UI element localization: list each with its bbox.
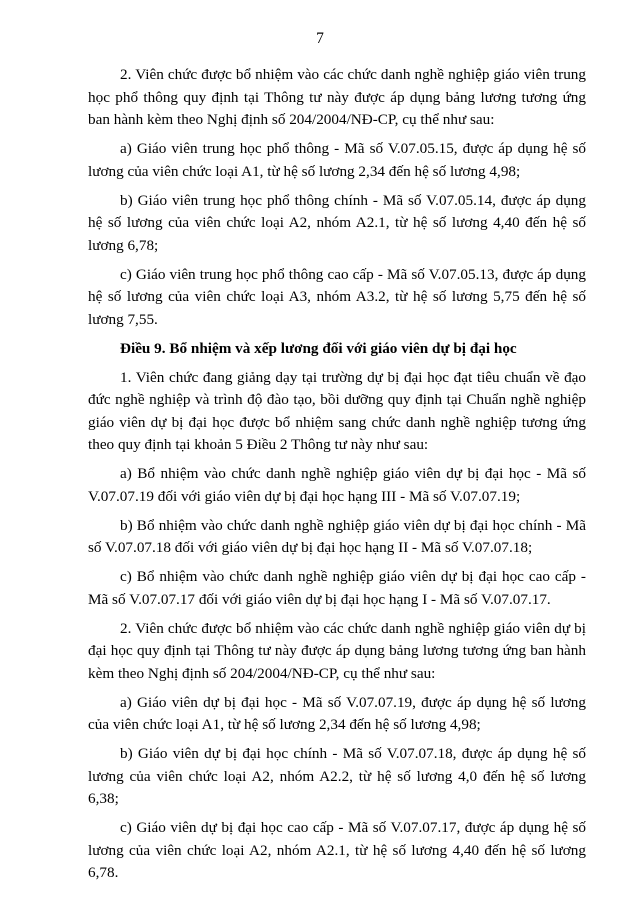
- page-number: 7: [316, 30, 324, 47]
- paragraph-clause-2-high-school: 2. Viên chức được bổ nhiệm vào các chức danh nghề nghiệp giáo viên trung học phổ thông quy định tại Thông tư này được áp dụng bảng lương tương ứng ban hành kèm theo Nghị định số 204/2004/NĐ-CP, cụ thể như sau:: [88, 66, 586, 128]
- paragraph-article-9-clause-1: 1. Viên chức đang giảng dạy tại trường dự bị đại học đạt tiêu chuẩn về đạo đức nghề nghiệp và trình độ đào tạo, bồi dưỡng quy định tại Chuẩn nghề nghiệp giáo viên dự bị đại học được bổ nhiệm sang chức danh nghề nghiệp tương ứng theo quy định tại khoản 5 Điều 2 Thông tư này như sau:: [88, 368, 586, 453]
- document-body: [88, 64, 586, 891]
- paragraph-appointment-b: b) Bổ nhiệm vào chức danh nghề nghiệp giáo viên dự bị đại học chính - Mã số V.07.07.18 đối với giáo viên dự bị đại học hạng II - Mã số V.07.07.18;: [88, 516, 586, 556]
- paragraph-prep-teacher-a: a) Giáo viên dự bị đại học - Mã số V.07.07.19, được áp dụng hệ số lương của viên chức loại A1, từ hệ số lương 2,34 đến hệ số lương 4,98;: [88, 693, 586, 733]
- paragraph-high-school-teacher-a: a) Giáo viên trung học phổ thông - Mã số V.07.05.15, được áp dụng hệ số lương của viên chức loại A1, từ hệ số lương 2,34 đến hệ số lương 4,98;: [88, 140, 586, 180]
- paragraph-prep-teacher-c: c) Giáo viên dự bị đại học cao cấp - Mã số V.07.07.17, được áp dụng hệ số lương của viên chức loại A2, nhóm A2.1, từ hệ số lương 4,40 đến hệ số lương 6,78.: [88, 819, 586, 881]
- article-9-heading: Điều 9. Bổ nhiệm và xếp lương đối với giáo viên dự bị đại học: [120, 339, 517, 357]
- paragraph-high-school-teacher-b: b) Giáo viên trung học phổ thông chính - Mã số V.07.05.14, được áp dụng hệ số lương của viên chức loại A2, nhóm A2.1, từ hệ số lương 4,40 đến hệ số lương 6,78;: [88, 191, 586, 254]
- paragraph-high-school-teacher-c: c) Giáo viên trung học phổ thông cao cấp - Mã số V.07.05.13, được áp dụng hệ số lương của viên chức loại A3, nhóm A3.2, từ hệ số lương 5,75 đến hệ số lương 7,55.: [88, 265, 586, 328]
- paragraph-appointment-c: c) Bổ nhiệm vào chức danh nghề nghiệp giáo viên dự bị đại học cao cấp - Mã số V.07.07.17 đối với giáo viên dự bị đại học hạng I - Mã số V.07.07.17.: [88, 568, 586, 608]
- paragraph-article-9-clause-2: 2. Viên chức được bổ nhiệm vào các chức danh nghề nghiệp giáo viên dự bị đại học quy định tại Thông tư này được áp dụng bảng lương tương ứng ban hành kèm theo Nghị định số 204/2004/NĐ-CP, cụ thể như sau:: [88, 619, 586, 682]
- paragraph-appointment-a: a) Bổ nhiệm vào chức danh nghề nghiệp giáo viên dự bị đại học - Mã số V.07.07.19 đối với giáo viên dự bị đại học hạng III - Mã số V.07.07.19;: [88, 465, 586, 505]
- paragraph-prep-teacher-b: b) Giáo viên dự bị đại học chính - Mã số V.07.07.18, được áp dụng hệ số lương của viên chức loại A2, nhóm A2.2, từ hệ số lương 4,0 đến hệ số lương 6,38;: [88, 745, 586, 807]
